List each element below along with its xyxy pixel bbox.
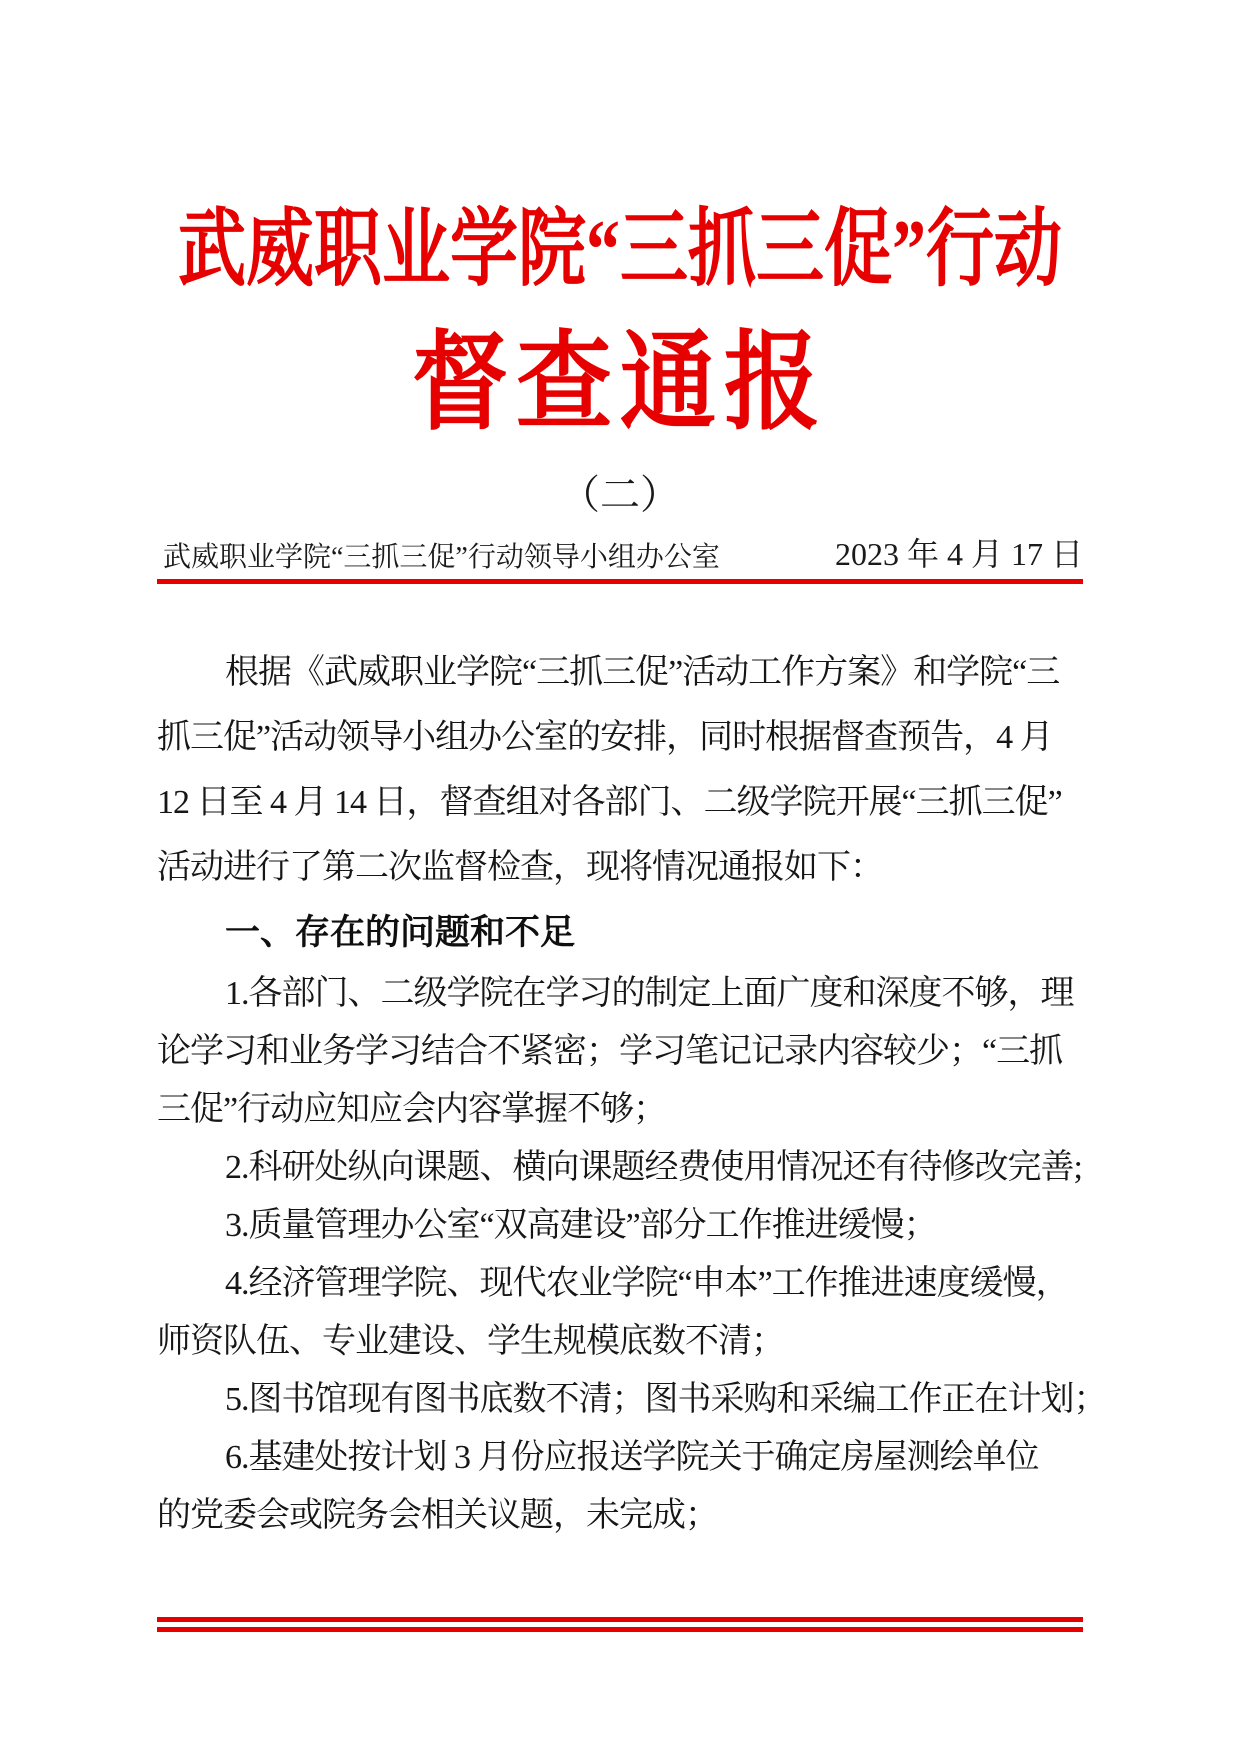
- body-line: 根据《武威职业学院“三抓三促”活动工作方案》和学院“三: [225, 654, 1060, 691]
- body-line: 12 日至 4 月 14 日，督查组对各部门、二级学院开展“三抓三促”: [157, 784, 1062, 821]
- body-line: 师资队伍、专业建设、学生规模底数不清；: [157, 1323, 784, 1360]
- footer-rule-bottom: [157, 1627, 1083, 1632]
- byline-row: [157, 531, 1083, 577]
- body-line: 6.基建处按计划 3 月份应报送学院关于确定房屋测绘单位: [225, 1439, 1039, 1476]
- header-red-rule: [157, 579, 1083, 584]
- body-line: 的党委会或院务会相关议题，未完成；: [157, 1497, 718, 1534]
- document-body: [157, 640, 1107, 1545]
- section-heading: [157, 900, 1083, 965]
- body-line: 三促”行动应知应会内容掌握不够；: [157, 1091, 667, 1128]
- body-line: 一、存在的问题和不足: [225, 913, 576, 952]
- paragraph: [157, 965, 1083, 1139]
- body-line: 抓三促”活动领导小组办公室的安排，同时根据督查预告，4 月: [157, 719, 1053, 756]
- body-line: 论学习和业务学习结合不紧密；学习笔记记录内容较少；“三抓: [157, 1033, 1063, 1070]
- body-line: 5.图书馆现有图书底数不清；图书采购和采编工作正在计划；: [225, 1381, 1107, 1418]
- body-line: 2.科研处纵向课题、横向课题经费使用情况还有待修改完善;: [225, 1149, 1082, 1186]
- paragraph: [157, 1139, 1083, 1197]
- body-line: 4.经济管理学院、现代农业学院“申本”工作推进速度缓慢，: [225, 1265, 1069, 1302]
- document-title-line2: 督查通报: [412, 322, 828, 443]
- paragraph: [157, 1197, 1083, 1255]
- document-title-line1: 武威职业学院“三抓三促”行动: [177, 201, 1062, 297]
- issuer-name: 武威职业学院“三抓三促”行动领导小组办公室: [163, 542, 720, 573]
- paragraph: [157, 1429, 1083, 1545]
- issue-number: （二）: [560, 472, 680, 517]
- paragraph: [157, 1255, 1083, 1371]
- issue-date: 2023 年 4 月 17 日: [834, 536, 1083, 572]
- footer-double-rule: [157, 1617, 1083, 1632]
- paragraph: [157, 640, 1083, 900]
- body-line: 3.质量管理办公室“双高建设”部分工作推进缓慢；: [225, 1207, 937, 1244]
- body-line: 1.各部门、二级学院在学习的制定上面广度和深度不够，理: [225, 975, 1074, 1012]
- body-line: 活动进行了第二次监督检查，现将情况通报如下：: [157, 849, 883, 886]
- paragraph: [157, 1371, 1107, 1429]
